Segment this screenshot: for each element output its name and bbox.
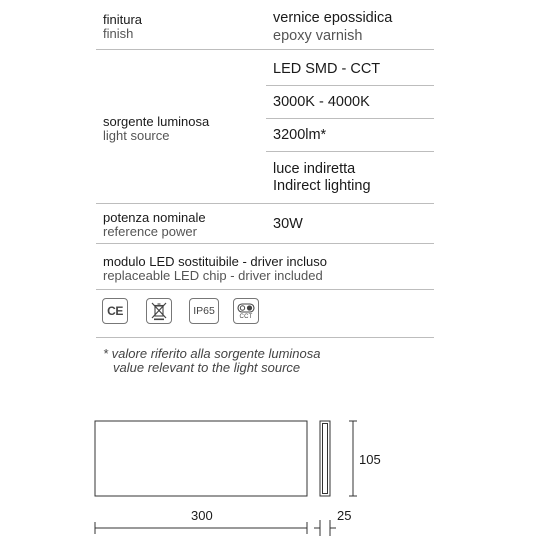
module-text-en: replaceable LED chip - driver included — [103, 268, 323, 283]
module-text-it: modulo LED sostituibile - driver incluso — [103, 254, 327, 269]
light-source-label-en: light source — [103, 128, 170, 143]
light-type-it: luce indiretta — [273, 161, 356, 177]
power-label-it: potenza nominale — [103, 210, 206, 225]
depth-dimension-label: 25 — [337, 508, 352, 523]
power-label-en: reference power — [103, 224, 197, 239]
footnote-en: value relevant to the light source — [113, 360, 301, 375]
height-dimension-label: 105 — [359, 452, 381, 467]
finish-label-it: finitura — [103, 12, 143, 27]
lumen-value: 3200lm* — [273, 127, 327, 143]
color-temp-value: 3000K - 4000K — [273, 94, 370, 110]
finish-label-en: finish — [103, 26, 134, 41]
ip65-badge: IP65 — [189, 298, 219, 324]
light-type-en: Indirect lighting — [273, 178, 371, 194]
front-view-outline — [95, 421, 307, 496]
power-value: 30W — [273, 216, 303, 232]
light-source-label-it: sorgente luminosa — [103, 114, 210, 129]
finish-value-en: epoxy varnish — [273, 28, 363, 44]
ce-mark-icon: CE — [102, 298, 128, 324]
side-view-inner — [323, 424, 328, 494]
finish-value-it: vernice epossidica — [273, 10, 393, 26]
led-type-value: LED SMD - CCT — [273, 61, 381, 77]
side-view-outline — [320, 421, 330, 496]
footnote-it: * valore riferito alla sorgente luminosa — [103, 346, 321, 361]
cct-switch-icon: CCT — [233, 298, 259, 324]
width-dimension-label: 300 — [191, 508, 213, 523]
